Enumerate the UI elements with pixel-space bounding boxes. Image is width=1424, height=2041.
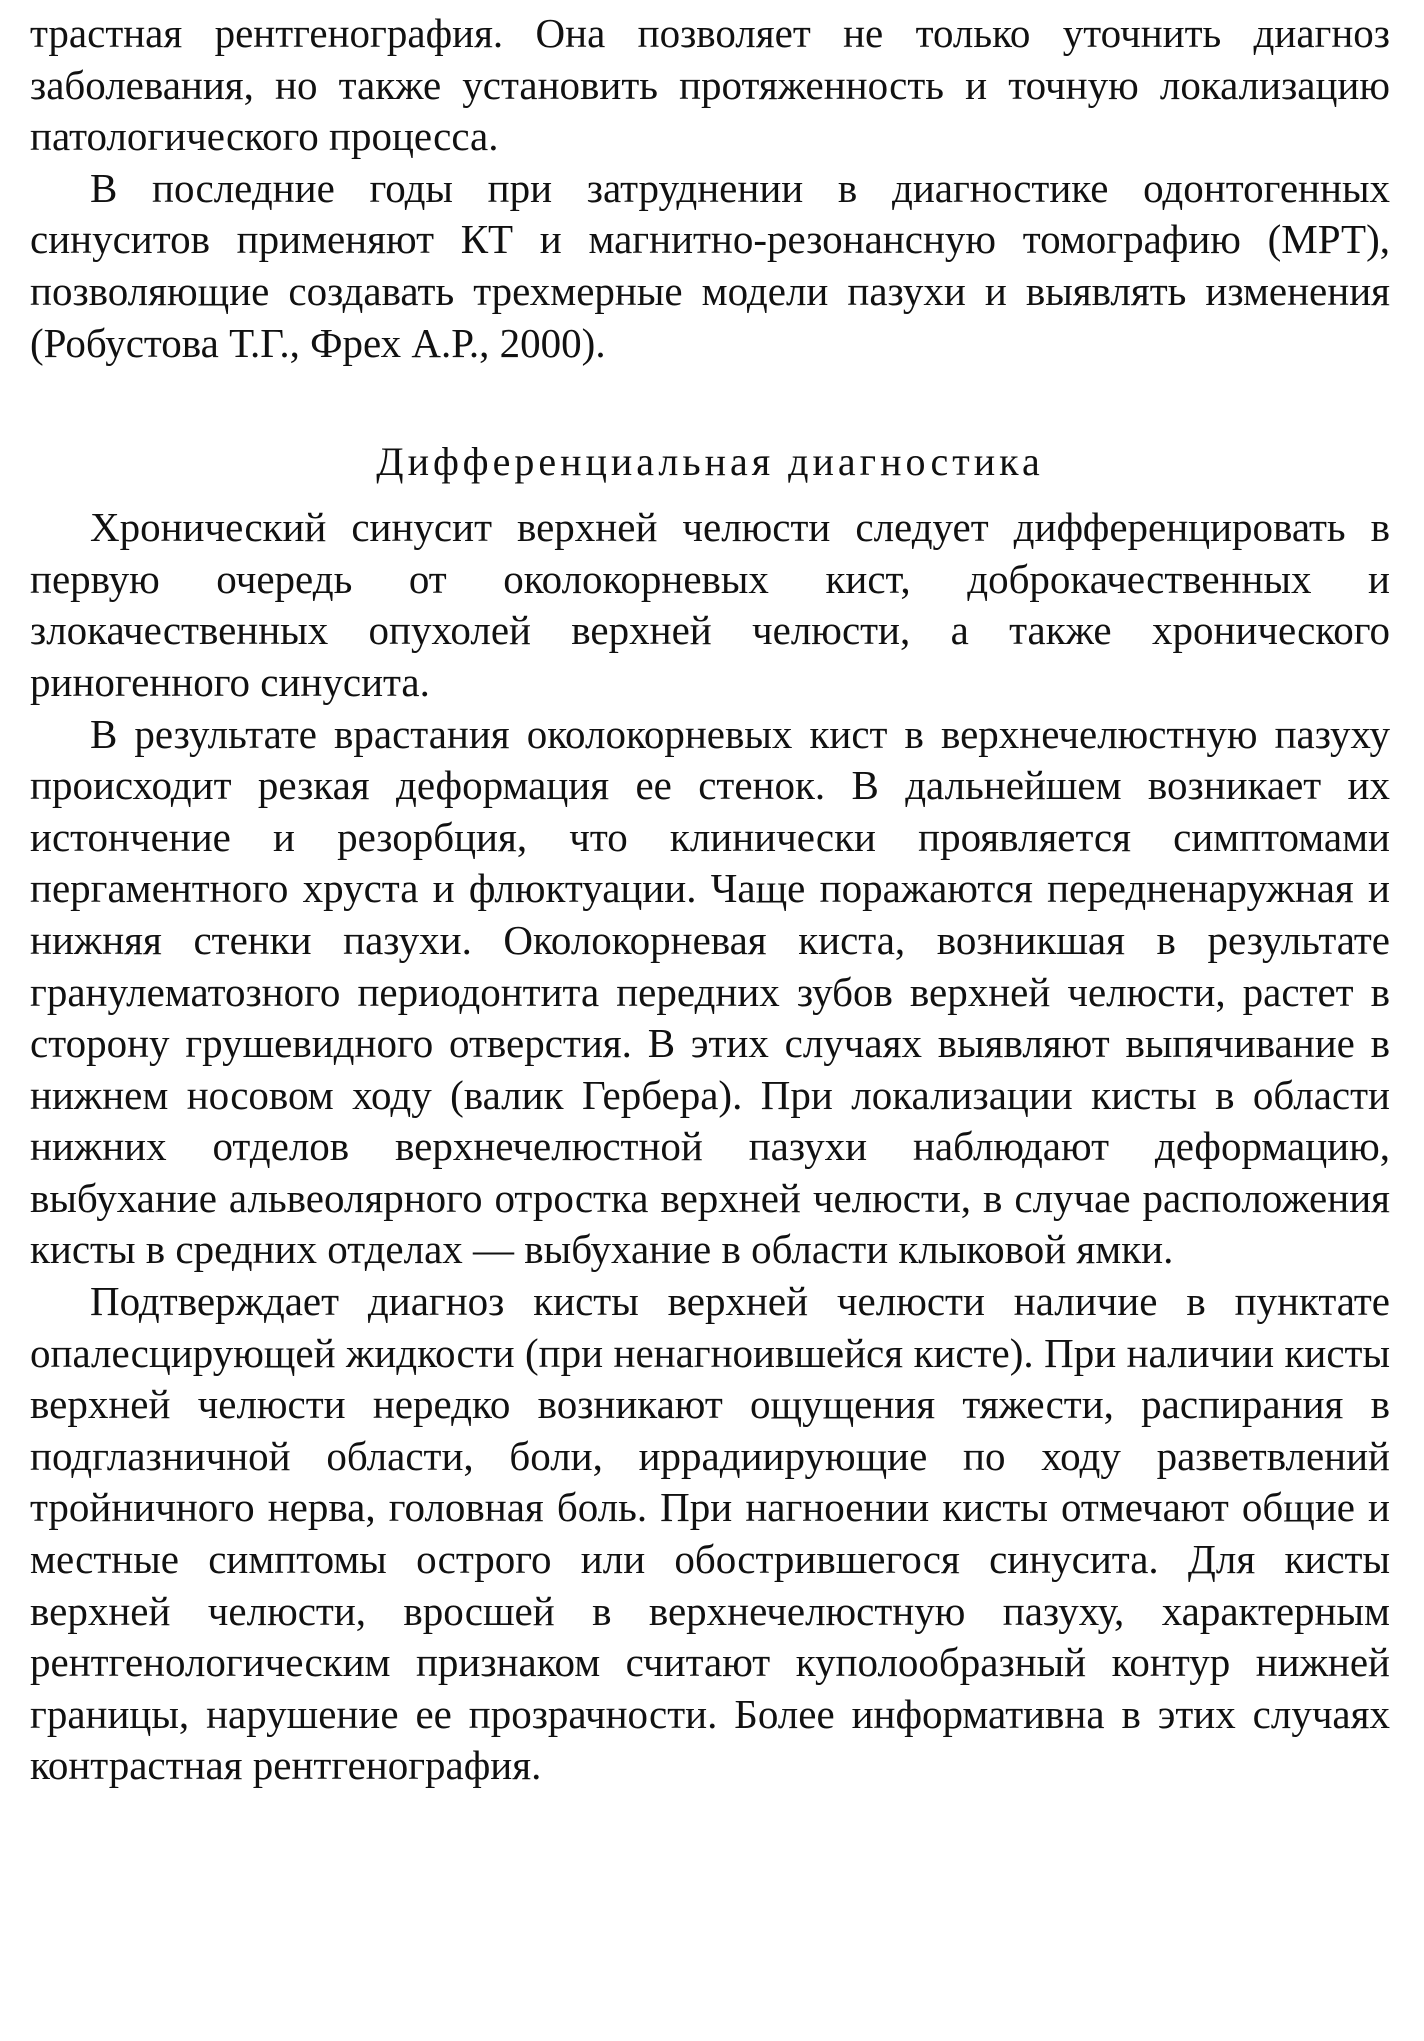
paragraph-continuation: трастная рентгенография. Она позволяет не только уточнить диагноз заболевания, но также установить протяженность и точную локализацию патологического процесса. — [30, 10, 1390, 160]
paragraph-differential: Хронический синусит верхней челюсти следует дифференцировать в первую очередь от околокорневых кист, доброкачественных и злокачественных опухолей верхней челюсти, а также хронического риногенного синусита. — [30, 504, 1390, 705]
paragraph-ct-mri: В последние годы при затруднении в диагностике одонтогенных синуситов применяют КТ и магнитно-резонансную томографию (МРТ), позволяющие создавать трехмерные модели пазухи и выявлять изменения (Робустова Т.Г., Фрех А.Р., 2000). — [30, 164, 1390, 366]
document-page — [30, 8, 1390, 1792]
section-heading: Дифференциальная диагностика — [376, 439, 1044, 485]
paragraph-cyst-growth: В результате врастания околокорневых кист в верхнечелюстную пазуху происходит резкая деформация ее стенок. В дальнейшем возникает их истончение и резорбция, что клинически проявляется симптомами пергаментного хруста и флюктуации. Чаще поражаются передненаружная и нижняя стенки пазухи. Околокорневая киста, возникшая в результате гранулематозного периодонтита передних зубов верхней челюсти, растет в сторону грушевидного отверстия. В этих случаях выявляют выпячивание в нижнем носовом ходу (валик Гербера). При локализации кисты в области нижних отделов верхнечелюстной пазухи наблюдают деформацию, выбухание альвеолярного отростка верхней челюсти, в случае расположения кисты в средних отделах — выбухание в области клыковой ямки. — [30, 710, 1390, 1273]
paragraph-cyst-diagnosis: Подтверждает диагноз кисты верхней челюсти наличие в пунктате опалесцирующей жидкости (при ненагноившейся кисте). При наличии кисты верхней челюсти нередко возникают ощущения тяжести, распирания в подглазничной области, боли, иррадиирующие по ходу разветвлений тройничного нерва, головная боль. При нагноении кисты отмечают общие и местные симптомы острого или обострившегося синусита. Для кисты верхней челюсти, вросшей в верхнечелюстную пазуху, характерным рентгенологическим признаком считают куполообразный контур нижней границы, нарушение ее прозрачности. Более информативна в этих случаях контрастная рентгенография. — [30, 1278, 1390, 1789]
